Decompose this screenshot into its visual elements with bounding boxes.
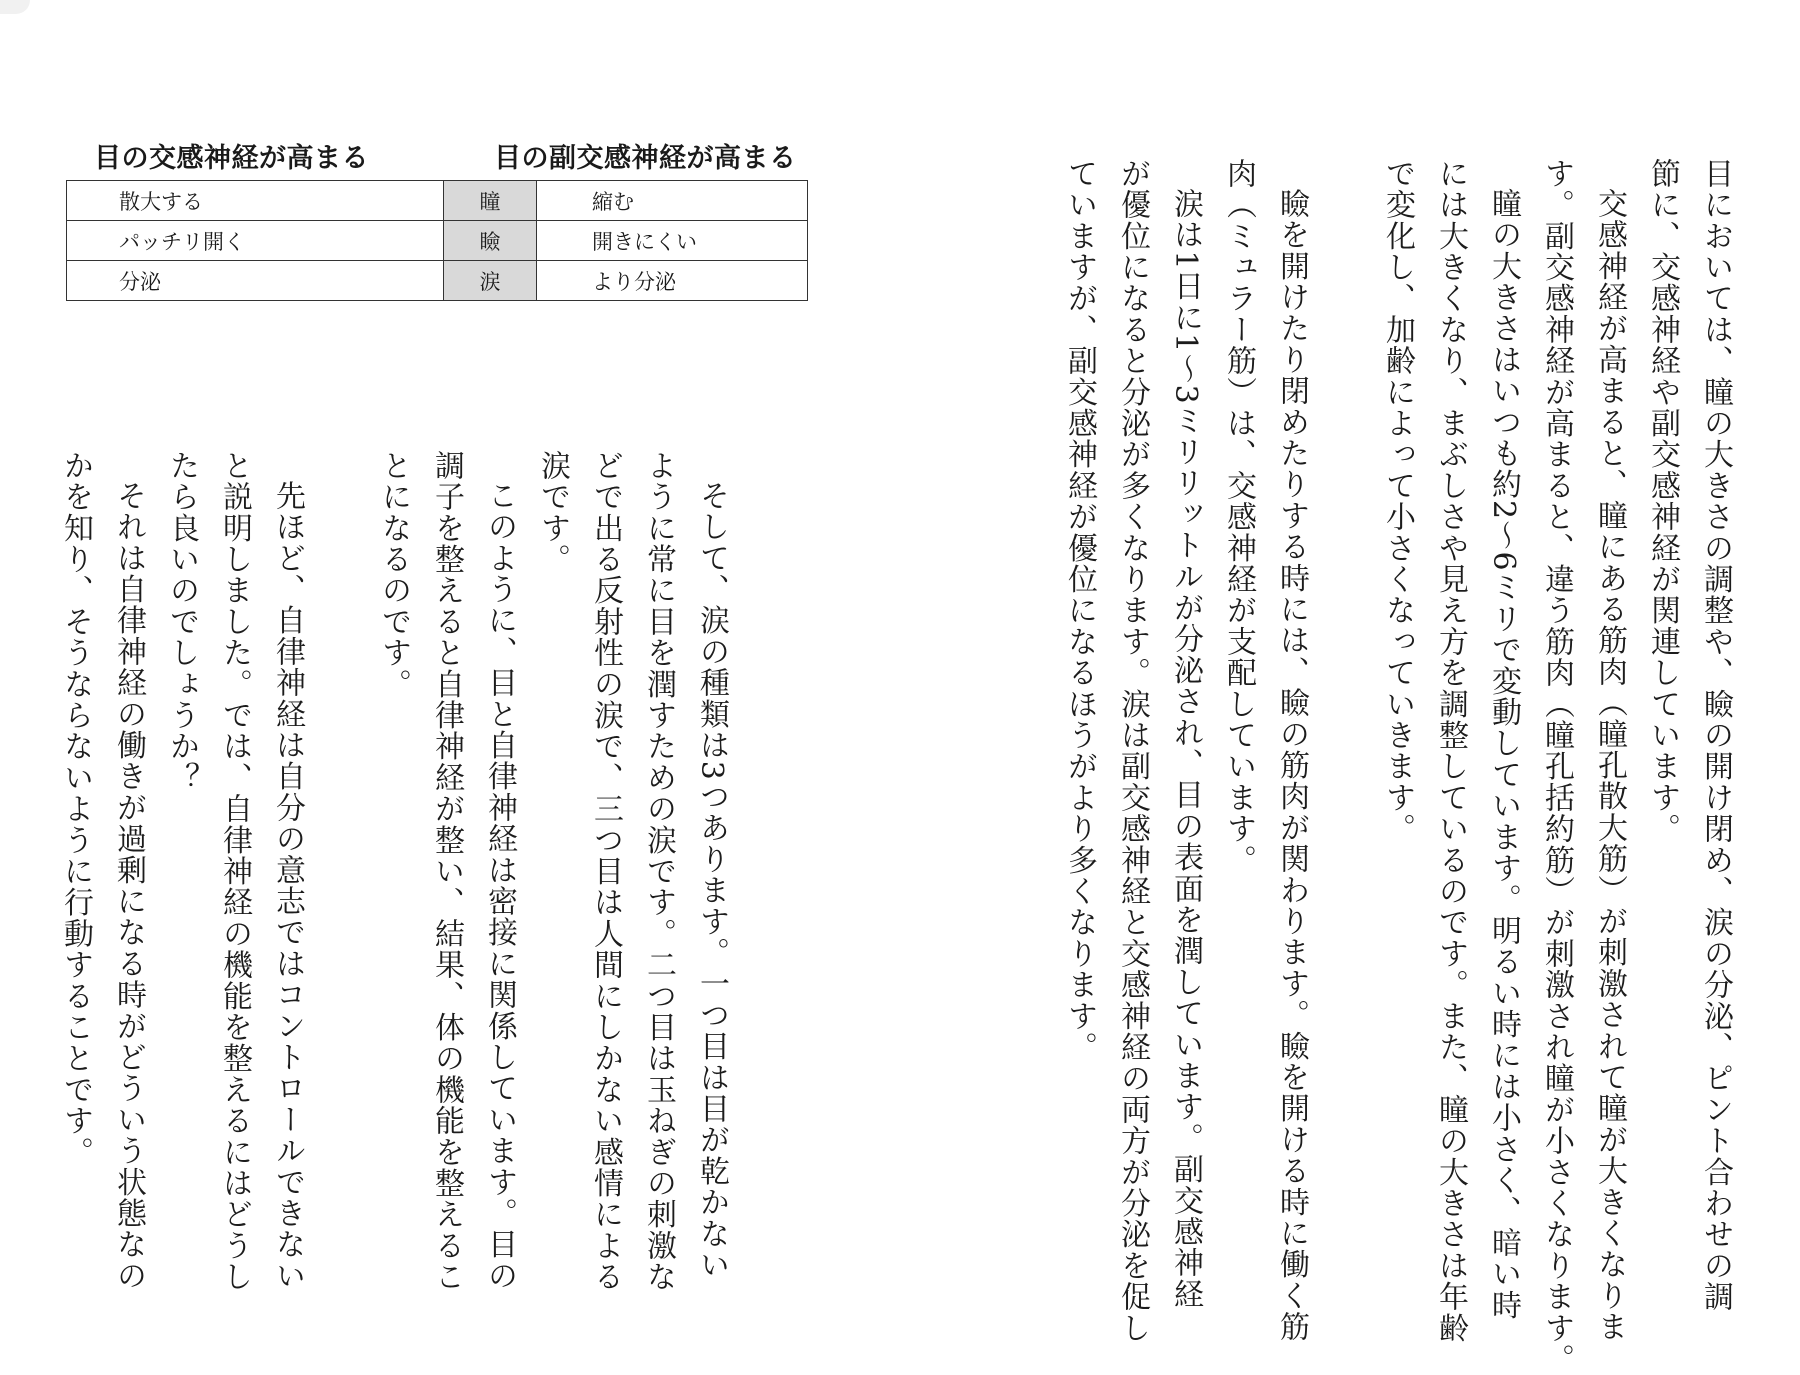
text-column: どで出る反射性の涙で、三つ目は人間にしかない感情による: [588, 450, 623, 1293]
text-column: 肉（ミュラー筋）は、交感神経が支配しています。: [1221, 158, 1256, 876]
text-column: 瞳の大きさはいつも約2〜6ミリで変動しています。明るい時には小さく、暗い時: [1486, 188, 1521, 1321]
text-column: とになるのです。: [376, 450, 411, 700]
text-column: このように、目と自律神経は密接に関係しています。目の: [482, 480, 517, 1292]
table-row: [67, 261, 808, 301]
text-column: 節に、交感神経や副交感神経が関連しています。: [1645, 158, 1680, 845]
comparison-headers: [66, 128, 808, 180]
paragraph-gap: [1318, 158, 1371, 1375]
table-row: [67, 181, 808, 221]
text-column: で変化し、加齢によって小さくなっていきます。: [1380, 158, 1415, 845]
right-page-body: [1053, 158, 1742, 1375]
text-column: す。副交感神経が高まると、違う筋肉（瞳孔括約筋）が刺激され瞳が小さくなります。: [1539, 158, 1574, 1375]
comparison-table: [66, 128, 808, 301]
text-column: 交感神経が高まると、瞳にある筋肉（瞳孔散大筋）が刺激されて瞳が大きくなりま: [1592, 188, 1627, 1343]
row-label-cell: 瞼: [444, 221, 537, 261]
text-column: 先ほど、自律神経は自分の意志ではコントロールできない: [270, 480, 305, 1292]
parasympathetic-cell: 縮む: [537, 181, 808, 221]
sympathetic-cell: 散大する: [67, 181, 444, 221]
corner-mark: [0, 0, 30, 14]
text-column: と説明しました。では、自律神経の機能を整えるにはどうし: [217, 450, 252, 1293]
text-column: が優位になると分泌が多くなります。涙は副交感神経と交感神経の両方が分泌を促し: [1115, 158, 1150, 1344]
row-label-cell: 瞳: [444, 181, 537, 221]
sympathetic-cell: パッチリ開く: [67, 221, 444, 261]
text-column: には大きくなり、まぶしさや見え方を調整しているのです。また、瞳の大きさは年齢: [1433, 158, 1468, 1344]
table-row: [67, 221, 808, 261]
text-column: そして、涙の種類は3つあります。一つ目は目が乾かない: [694, 480, 729, 1281]
text-column: たら良いのでしょうか？: [164, 450, 199, 794]
text-column: 調子を整えると自律神経が整い、結果、体の機能を整えるこ: [429, 450, 464, 1293]
text-column: ていますが、副交感神経が優位になるほうがより多くなります。: [1062, 158, 1097, 1063]
text-column: それは自律神経の働きが過剰になる時がどういう状態なの: [111, 480, 146, 1292]
left-page-body: [49, 450, 738, 1292]
text-column: 瞼を開けたり閉めたりする時には、瞼の筋肉が関わります。瞼を開ける時に働く筋: [1274, 188, 1309, 1343]
text-column: 涙です。: [535, 450, 570, 575]
text-column: ように常に目を潤すための涙です。二つ目は玉ねぎの刺激な: [641, 450, 676, 1293]
parasympathetic-cell: 開きにくい: [537, 221, 808, 261]
paragraph-gap: [314, 450, 367, 1292]
text-column: 涙は1日に1〜3ミリリットルが分泌され、目の表面を潤しています。副交感神経: [1168, 188, 1203, 1310]
text-column: 目においては、瞳の大きさの調整や、瞼の開け閉め、涙の分泌、ピント合わせの調: [1698, 158, 1733, 1313]
sympathetic-cell: 分泌: [67, 261, 444, 301]
text-column: かを知り、そうならないように行動することです。: [58, 450, 93, 1168]
parasympathetic-cell: より分泌: [537, 261, 808, 301]
row-label-cell: 涙: [444, 261, 537, 301]
parasympathetic-heading: 目の副交感神経が高まる: [494, 143, 797, 174]
sympathetic-heading: 目の交感神経が高まる: [94, 143, 369, 174]
comparison-grid: [66, 180, 808, 301]
